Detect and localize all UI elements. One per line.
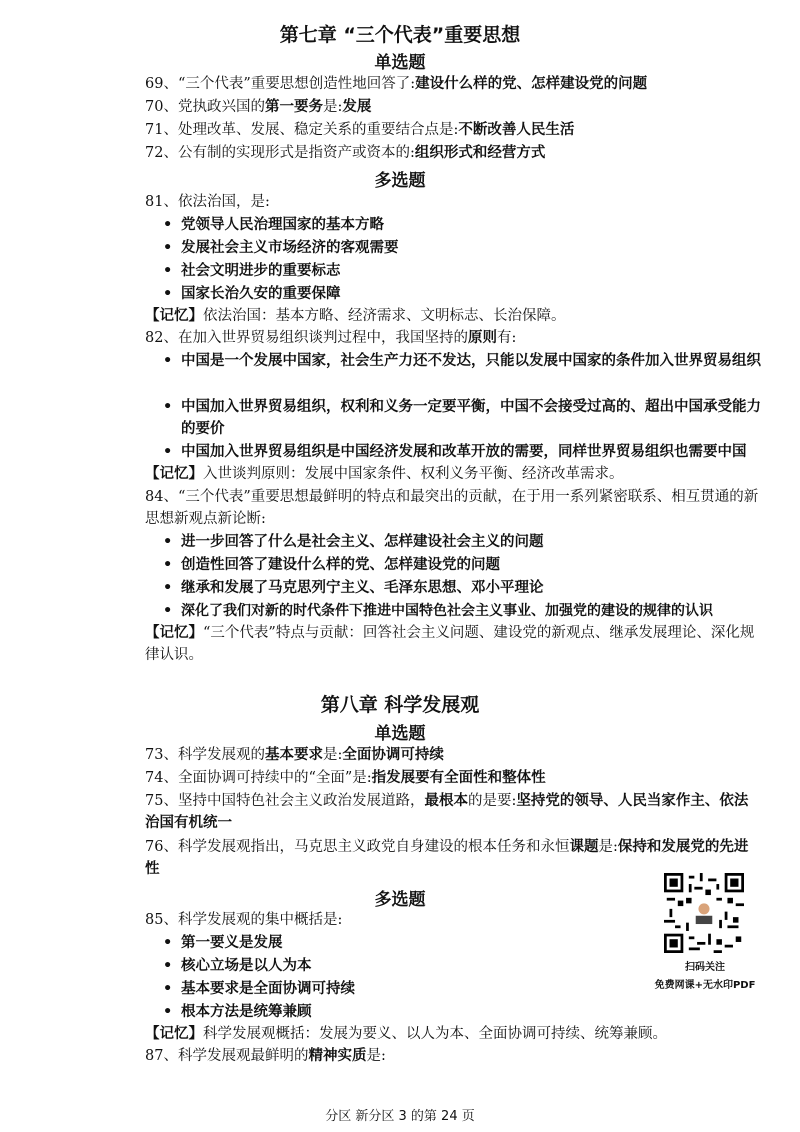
qr-caption-follow: 扫码关注 — [685, 962, 725, 973]
list-item: • 发展社会主义市场经济的客观需要 — [163, 240, 399, 256]
question-82: 82、在加入世界贸易组织谈判过程中，我国坚持的原则有: — [145, 330, 517, 346]
question-75: 75、坚持中国特色社会主义政治发展道路，最根本的是要:坚持党的领导、人民当家作主、依法治国有机统一 — [145, 793, 749, 831]
list-item: • 社会文明进步的重要标志 — [163, 263, 341, 279]
list-item: • 第一要义是发展 — [163, 935, 283, 951]
memo-85: 【记忆】科学发展观概括：发展为要义、以人为本、全面协调可持续、统筹兼顾。 — [145, 1026, 667, 1042]
question-76: 76、科学发展观指出，马克思主义政党自身建设的根本任务和永恒课题是:保持和发展党的先进性 — [145, 839, 749, 877]
question-73: 73、科学发展观的基本要求是:全面协调可持续 — [145, 747, 444, 763]
memo-82: 【记忆】入世谈判原则：发展中国家条件、权利义务平衡、经济改革需求。 — [145, 466, 624, 482]
qr-code-icon — [664, 873, 744, 953]
list-item: • 中国加入世界贸易组织是中国经济发展和改革开放的需要，同样世界贸易组织也需要中国 — [163, 444, 747, 460]
question-85: 85、科学发展观的集中概括是: — [145, 912, 343, 928]
chapter7-title: 第七章 “三个代表”重要思想 — [279, 24, 521, 46]
list-item: • 深化了我们对新的时代条件下推进中国特色社会主义事业、加强党的建设的规律的认识 — [163, 603, 713, 619]
list-item: • 基本要求是全面协调可持续 — [163, 981, 355, 997]
list-item: • 根本方法是统筹兼顾 — [163, 1004, 312, 1020]
question-84: 84、“三个代表”重要思想最鲜明的特点和最突出的贡献，在于用一系列紧密联系、相互贯通的新思想新观点新论断: — [145, 489, 759, 527]
memo-84: 【记忆】“三个代表”特点与贡献：回答社会主义问题、建设党的新观点、继承发展理论、深化规律认识。 — [145, 625, 755, 663]
qr-caption-promo: 免费网课+无水印PDF — [654, 980, 756, 991]
question-74: 74、全面协调可持续中的“全面”是:指发展要有全面性和整体性 — [145, 770, 546, 786]
question-70: 70、党执政兴国的第一要务是:发展 — [145, 99, 372, 115]
ch7-single-choice-heading: 单选题 — [374, 53, 426, 73]
list-item: • 继承和发展了马克思列宁主义、毛泽东思想、邓小平理论 — [163, 580, 544, 596]
question-71: 71、处理改革、发展、稳定关系的重要结合点是:不断改善人民生活 — [145, 122, 575, 138]
ch8-single-choice-heading: 单选题 — [374, 724, 426, 744]
page-footer: 分区 新分区 3 的第 24 页 — [325, 1109, 475, 1124]
list-item: • 核心立场是以人为本 — [163, 958, 312, 974]
memo-81: 【记忆】依法治国：基本方略、经济需求、文明标志、长治保障。 — [145, 308, 566, 324]
ch7-multi-choice-heading: 多选题 — [374, 171, 426, 191]
question-72: 72、公有制的实现形式是指资产或资本的:组织形式和经营方式 — [145, 145, 546, 161]
question-81: 81、依法治国，是: — [145, 194, 270, 210]
list-item: • 党领导人民治理国家的基本方略 — [163, 217, 384, 233]
question-69: 69、“三个代表”重要思想创造性地回答了:建设什么样的党、怎样建设党的问题 — [145, 76, 648, 92]
list-item: • 进一步回答了什么是社会主义、怎样建设社会主义的问题 — [163, 534, 544, 550]
ch8-multi-choice-heading: 多选题 — [374, 890, 426, 910]
list-item: • 国家长治久安的重要保障 — [163, 286, 341, 302]
chapter8-title: 第八章 科学发展观 — [320, 694, 480, 716]
list-item: • 中国是一个发展中国家，社会生产力还不发达，只能以发展中国家的条件加入世界贸易组织 — [163, 353, 761, 369]
list-item: • 中国加入世界贸易组织，权利和义务一定要平衡，中国不会接受过高的、超出中国承受能力的要价 — [163, 399, 761, 437]
list-item: • 创造性回答了建设什么样的党、怎样建设党的问题 — [163, 557, 500, 573]
question-87: 87、科学发展观最鲜明的精神实质是: — [145, 1048, 386, 1064]
